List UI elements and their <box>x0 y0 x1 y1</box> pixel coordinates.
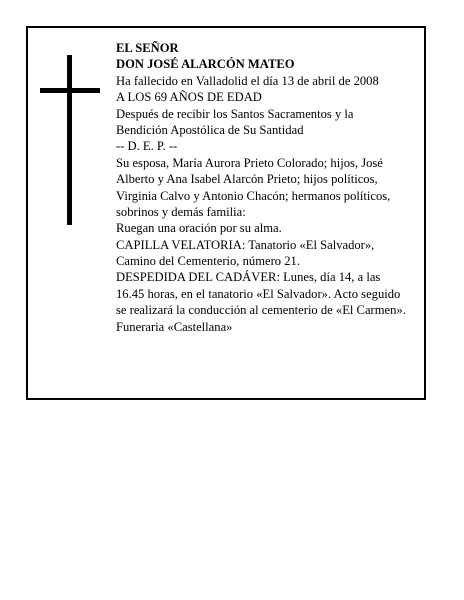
cross-horizontal-bar <box>40 88 100 93</box>
cross-icon <box>40 55 100 225</box>
funeral-home-line: Funeraria «Castellana» <box>116 319 233 334</box>
family-line-2: Alberto y Ana Isabel Alarcón Prieto; hijos políticos, <box>116 172 378 187</box>
obituary-text <box>116 40 428 335</box>
cross-vertical-bar <box>67 55 72 225</box>
family-line-1: Su esposa, María Aurora Prieto Colorado; hijos, José <box>116 155 383 170</box>
farewell-line-1: DESPEDIDA DEL CADÁVER: Lunes, día 14, a las <box>116 270 381 285</box>
obituary-notice <box>26 26 426 400</box>
obituary-heading-name: DON JOSÉ ALARCÓN MATEO <box>116 57 295 72</box>
prayer-line: Ruegan una oración por su alma. <box>116 221 282 236</box>
obituary-heading-title: EL SEÑOR <box>116 41 179 55</box>
family-line-4: sobrinos y demás familia: <box>116 204 246 219</box>
age-line: A LOS 69 AÑOS DE EDAD <box>116 90 262 105</box>
family-line-3: Virginia Calvo y Antonio Chacón; hermanos políticos, <box>116 188 391 203</box>
chapel-line-2: Camino del Cementerio, número 21. <box>116 254 300 269</box>
rip-line: -- D. E. P. -- <box>116 139 178 154</box>
chapel-line-1: CAPILLA VELATORIA: Tanatorio «El Salvador», <box>116 237 375 252</box>
sacraments-line-1: Después de recibir los Santos Sacramentos y la <box>116 106 354 121</box>
farewell-line-3: se realizará la conducción al cementerio de «El Carmen». <box>116 303 406 318</box>
farewell-line-2: 16.45 horas, en el tanatorio «El Salvador». Acto seguido <box>116 286 401 301</box>
sacraments-line-2: Bendición Apostólica de Su Santidad <box>116 122 304 137</box>
death-date-line: Ha fallecido en Valladolid el día 13 de abril de 2008 <box>116 73 379 88</box>
